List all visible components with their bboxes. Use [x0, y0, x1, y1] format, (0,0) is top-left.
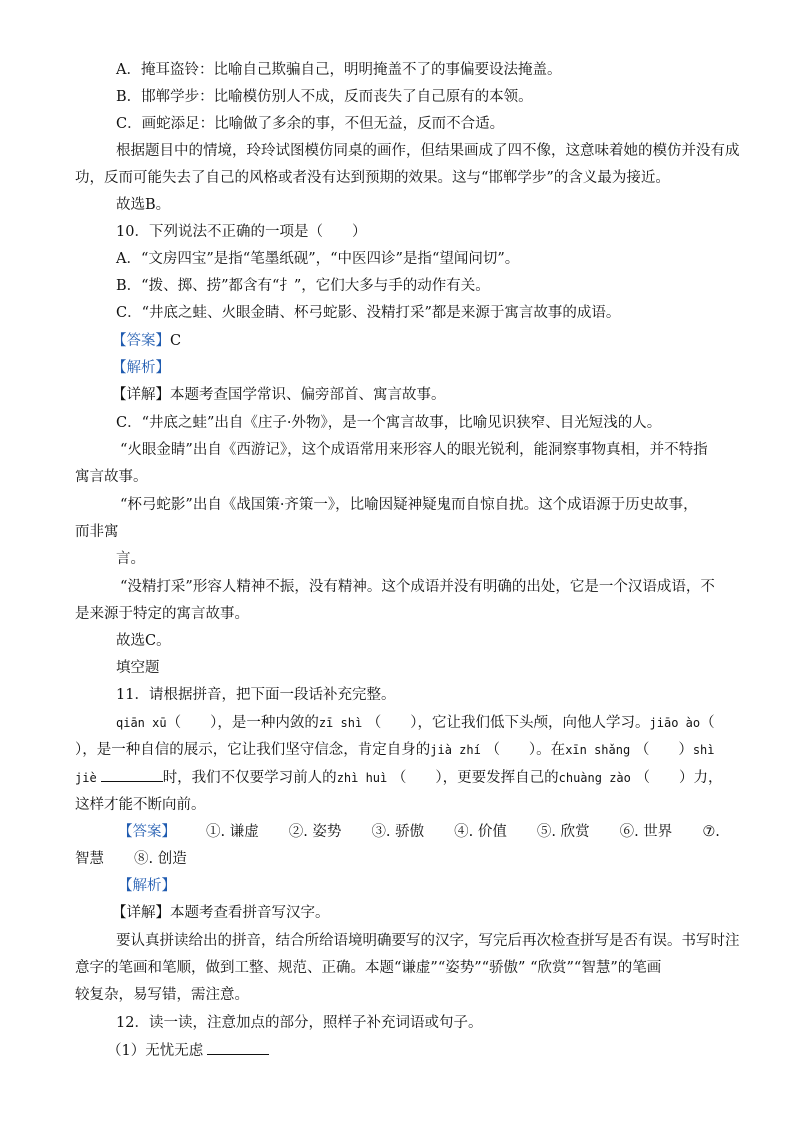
q9-option-a: A．掩耳盗铃：比喻自己欺骗自己，明明掩盖不了的事偏要设法掩盖。: [116, 62, 562, 78]
pinyin: zī shì: [318, 716, 363, 730]
section-title: 填空题: [116, 660, 160, 676]
q11-passage-line-2: [75, 740, 725, 760]
q12-item-1: [107, 1040, 757, 1061]
answer-item: ③. 骄傲: [371, 824, 425, 840]
passage-text: （ ），它让我们低下头颅，向他人学习。: [366, 715, 650, 731]
answer-value: C: [170, 333, 182, 349]
q11-explanation-line-2: 意字的笔画和笔顺，做到工整、规范、正确。本题“谦虚”“姿势”“骄傲” “欣赏”“智慧”的笔画: [75, 960, 662, 976]
pinyin: chuàng zào: [558, 771, 631, 785]
q11-explanation-line-3: 较复杂，易写错，需注意。: [75, 987, 249, 1003]
pinyin: jià zhí: [430, 743, 481, 757]
passage-text: 时，我们不仅要学习前人的: [162, 770, 337, 786]
answer-item: ⑦.: [702, 824, 720, 840]
answer-tag: 【答案】: [112, 333, 170, 349]
fill-blank[interactable]: [207, 1040, 269, 1055]
q10-paragraph-3c: 言。: [116, 551, 145, 567]
q11-passage-line-4: 这样才能不断向前。: [75, 797, 206, 813]
q11-answer-line-2: [75, 849, 725, 869]
q10-detail: [112, 385, 762, 405]
q9-option-c: C．画蛇添足：比喻做了多余的事，不但无益，反而不合适。: [116, 116, 505, 132]
passage-text: ），是一种自信的展示，它让我们坚守信念，肯定自身的: [75, 742, 431, 758]
detail-text: 本题考查国学常识、偏旁部首、寓言故事。: [170, 387, 446, 403]
q12-question: 12．读一读，注意加点的部分，照样子补充词语或句子。: [116, 1015, 483, 1031]
q11-passage-line-1: [116, 713, 766, 733]
q10-option-b: B．“拨、掷、捞”都含有“扌”，它们大多与手的动作有关。: [116, 278, 490, 294]
q10-paragraph-1: C．“井底之蛙”出自《庄子·外物》，是一个寓言故事，比喻见识狭窄、目光短浅的人。: [116, 415, 662, 431]
detail-text: 本题考查看拼音写汉字。: [170, 905, 330, 921]
q10-paragraph-3b: 而非寓: [75, 524, 119, 540]
passage-text: （ ）力，: [635, 770, 723, 786]
answer-item: ①. 谦虚: [206, 824, 259, 840]
q11-explanation-line-1: 要认真拼读给出的拼音，结合所给语境明确要写的汉字，写完后再次检查拼写是否有误。书写时注: [116, 933, 740, 949]
pinyin: qiān xū: [116, 716, 167, 730]
pinyin: jiāo ào: [649, 716, 701, 730]
q11-question: 11．请根据拼音，把下面一段话补充完整。: [116, 687, 396, 703]
answer-item: 智慧: [75, 851, 104, 867]
q10-analysis-tag: 【解析】: [112, 360, 170, 376]
q11-passage-line-3: [75, 767, 725, 788]
q10-paragraph-3a: “杯弓蛇影”出自《战国策·齐策一》，比喻因疑神疑鬼而自惊自扰。这个成语源于历史故事，: [120, 497, 698, 513]
answer-tag: 【答案】: [118, 824, 176, 840]
q10-option-a: A．“文房四宝”是指“笔墨纸砚”，“中医四诊”是指“望闻问切”。: [116, 251, 520, 267]
answer-item: ⑤. 欣赏: [536, 824, 590, 840]
passage-text: （ ），更要发挥自己的: [391, 770, 559, 786]
passage-text: （ ）。在: [485, 742, 566, 758]
q10-conclusion: 故选C。: [116, 633, 171, 649]
answer-item: ②. 姿势: [288, 824, 342, 840]
q11-analysis-tag: 【解析】: [118, 878, 176, 894]
q10-option-c: C．“井底之蛙、火眼金睛、杯弓蛇影、没精打采”都是来源于寓言故事的成语。: [116, 305, 621, 321]
q10-question: 10．下列说法不正确的一项是（ ）: [116, 224, 367, 240]
q9-explanation-line-2: 功，反而可能失去了自己的风格或者没有达到预期的效果。这与“邯郸学步”的含义最为接近。: [75, 170, 670, 186]
answer-item: ⑥. 世界: [619, 824, 673, 840]
passage-text: （ ）: [634, 742, 693, 758]
pinyin: jiè: [75, 771, 97, 785]
q10-answer: [112, 331, 762, 351]
answer-item: ⑧. 创造: [134, 851, 187, 867]
q9-conclusion: 故选B。: [116, 197, 171, 213]
q11-answer-line-1: [118, 822, 768, 842]
q10-paragraph-4a: “没精打采”形容人精神不振，没有精神。这个成语并没有明确的出处，它是一个汉语成语，不: [120, 579, 715, 595]
detail-tag: 【详解】: [112, 387, 170, 403]
passage-text: （: [700, 715, 715, 731]
q11-detail: [112, 903, 762, 923]
pinyin: xīn shǎng: [565, 743, 631, 757]
q10-paragraph-2a: “火眼金睛”出自《西游记》，这个成语常用来形容人的眼光锐利，能洞察事物真相，并不特指: [120, 442, 708, 458]
pinyin: shì: [692, 743, 715, 757]
fill-blank[interactable]: [101, 767, 163, 782]
detail-tag: 【详解】: [112, 905, 170, 921]
pinyin: zhì huì: [336, 771, 388, 785]
q9-explanation-line-1: 根据题目中的情境，玲玲试图模仿同桌的画作，但结果画成了四不像，这意味着她的模仿并没有成: [116, 143, 740, 159]
q9-option-b: B．邯郸学步：比喻模仿别人不成，反而丧失了自己原有的本领。: [116, 89, 533, 105]
q10-paragraph-4b: 是来源于特定的寓言故事。: [75, 606, 249, 622]
item-text: （1）无忧无虑: [107, 1043, 204, 1059]
passage-text: （ ），是一种内敛的: [166, 715, 319, 731]
answer-item: ④. 价值: [454, 824, 507, 840]
q10-paragraph-2b: 寓言故事。: [75, 469, 148, 485]
